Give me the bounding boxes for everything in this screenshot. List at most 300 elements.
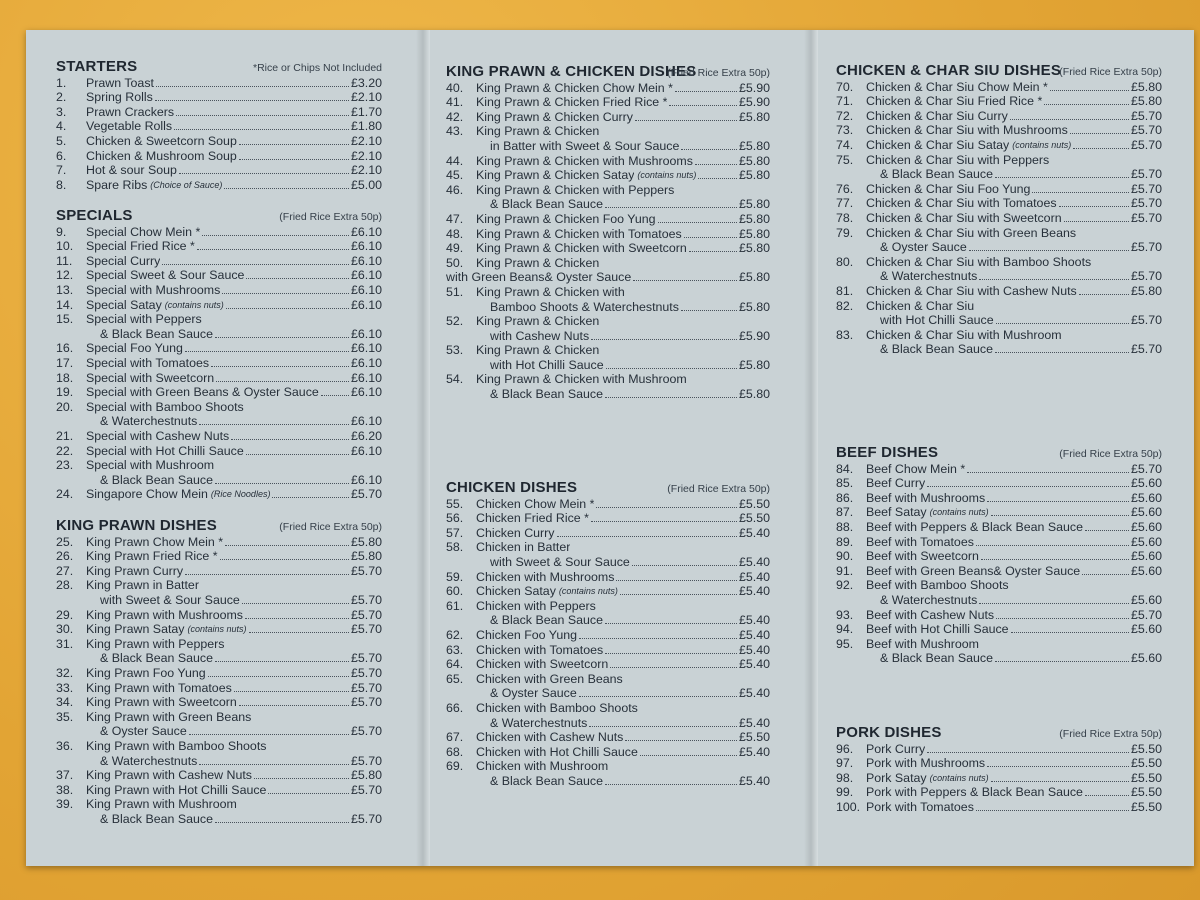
item-name-continued: with Green Beans& Oyster Sauce xyxy=(446,270,632,285)
item-number: 89. xyxy=(836,534,854,549)
item-number: 76. xyxy=(836,181,854,196)
dot-leader xyxy=(632,565,737,566)
item-price: £5.60 xyxy=(1130,490,1162,505)
item-number: 50. xyxy=(446,255,464,270)
menu-item-continuation xyxy=(446,386,770,401)
item-price: £6.10 xyxy=(350,282,382,297)
dot-leader xyxy=(216,381,349,382)
dot-leader xyxy=(1010,119,1129,120)
item-price: £1.70 xyxy=(350,104,382,119)
menu-item xyxy=(446,343,770,358)
item-name: Pork with Tomatoes xyxy=(866,799,974,814)
menu-item-continuation xyxy=(446,554,770,569)
item-price: £5.70 xyxy=(1130,240,1162,255)
item-number: 84. xyxy=(836,461,854,476)
item-name: Prawn Toast xyxy=(86,75,154,90)
item-price: £2.10 xyxy=(350,133,382,148)
dot-leader xyxy=(272,497,349,498)
section-items xyxy=(56,75,382,192)
item-number: 43. xyxy=(446,124,464,139)
item-name: Hot & sour Soup xyxy=(86,163,177,178)
item-price: £5.70 xyxy=(350,753,382,768)
section-note: (Fried Rice Extra 50p) xyxy=(1059,728,1162,740)
item-price: £5.80 xyxy=(738,299,770,314)
menu-item xyxy=(446,153,770,168)
menu-item xyxy=(836,756,1162,771)
dot-leader xyxy=(589,726,737,727)
item-name-continued: & Oyster Sauce xyxy=(100,724,187,739)
section-header xyxy=(836,723,1162,741)
dot-leader xyxy=(633,280,737,281)
section-items xyxy=(56,224,382,501)
dot-leader xyxy=(208,676,349,677)
item-number: 40. xyxy=(446,80,464,95)
item-price: £5.80 xyxy=(738,197,770,212)
item-name: Chicken Foo Yung xyxy=(476,627,578,642)
item-price: £5.70 xyxy=(1130,342,1162,357)
item-number: 10. xyxy=(56,239,74,254)
menu-item xyxy=(836,549,1162,564)
item-price: £5.70 xyxy=(1130,108,1162,123)
item-price: £2.10 xyxy=(350,148,382,163)
item-name: King Prawn & Chicken Foo Yung xyxy=(476,211,656,226)
item-name-continued: & Waterchestnuts xyxy=(100,753,198,768)
dot-leader xyxy=(995,177,1129,178)
item-price: £5.80 xyxy=(350,534,382,549)
item-name: Prawn Crackers xyxy=(86,104,175,119)
item-price: £5.90 xyxy=(738,95,770,110)
item-number: 99. xyxy=(836,785,854,800)
item-number: 11. xyxy=(56,253,73,268)
item-name: King Prawn & Chicken with Mushroom xyxy=(476,372,687,387)
dot-leader xyxy=(239,159,349,160)
item-number: 4. xyxy=(56,119,67,134)
menu-item xyxy=(56,578,382,593)
item-number: 85. xyxy=(836,476,854,491)
item-name: Chicken & Char Siu with Peppers xyxy=(866,152,1050,167)
item-price: £5.00 xyxy=(350,177,382,192)
menu-item xyxy=(836,607,1162,622)
item-name: King Prawn with Peppers xyxy=(86,636,225,651)
menu-item xyxy=(56,104,382,119)
menu-item-continuation xyxy=(56,811,382,826)
dot-leader xyxy=(185,351,349,352)
section-items xyxy=(836,741,1162,814)
item-name: Special with Sweetcorn xyxy=(86,370,215,385)
item-number: 33. xyxy=(56,680,74,695)
menu-item-continuation xyxy=(446,299,770,314)
item-name: Chicken with Tomatoes xyxy=(476,642,604,657)
item-price: £5.70 xyxy=(350,811,382,826)
dot-leader xyxy=(222,293,349,294)
dot-leader xyxy=(995,352,1129,353)
menu-item xyxy=(446,168,770,183)
item-price: £5.40 xyxy=(738,773,770,788)
menu-item-continuation xyxy=(56,592,382,607)
dot-leader xyxy=(996,618,1129,619)
menu-item xyxy=(836,636,1162,651)
item-number: 17. xyxy=(56,355,74,370)
dot-leader xyxy=(991,515,1129,516)
item-name: Pork with Mushrooms xyxy=(866,756,986,771)
item-number: 67. xyxy=(446,730,464,745)
dot-leader xyxy=(246,454,349,455)
dot-leader xyxy=(675,91,737,92)
menu-item xyxy=(56,680,382,695)
menu-item xyxy=(56,370,382,385)
item-number: 70. xyxy=(836,79,854,94)
item-name: Chicken in Batter xyxy=(476,540,571,555)
section-note: (Fried Rice Extra 50p) xyxy=(667,483,770,495)
item-number: 34. xyxy=(56,695,74,710)
dot-leader xyxy=(1070,133,1129,134)
dot-leader xyxy=(220,559,349,560)
item-name: Spring Rolls xyxy=(86,90,153,105)
item-number: 14. xyxy=(56,297,74,312)
item-price: £5.80 xyxy=(738,357,770,372)
item-name: Chicken & Sweetcorn Soup xyxy=(86,133,237,148)
item-name-continued: with Hot Chilli Sauce xyxy=(880,313,994,328)
menu-item-continuation xyxy=(836,313,1162,328)
dot-leader xyxy=(1044,104,1129,105)
menu-item xyxy=(836,505,1162,520)
dot-leader xyxy=(179,173,349,174)
item-price: £5.70 xyxy=(350,680,382,695)
menu-item xyxy=(56,458,382,473)
item-name: Chicken Fried Rice * xyxy=(476,511,589,526)
item-number: 82. xyxy=(836,298,854,313)
menu-item xyxy=(446,284,770,299)
dot-leader xyxy=(640,755,737,756)
dot-leader xyxy=(987,766,1129,767)
item-name: Chicken with Mushroom xyxy=(476,759,609,774)
item-name: Chicken Satay xyxy=(476,584,556,599)
item-price: £5.40 xyxy=(738,554,770,569)
item-number: 49. xyxy=(446,241,464,256)
dot-leader xyxy=(591,521,737,522)
dot-leader xyxy=(579,638,737,639)
menu-item xyxy=(836,799,1162,814)
item-price: £5.40 xyxy=(738,715,770,730)
item-price: £5.40 xyxy=(738,686,770,701)
menu-item xyxy=(56,177,382,192)
item-number: 91. xyxy=(836,563,854,578)
item-name-continued: & Black Bean Sauce xyxy=(490,197,603,212)
item-price: £6.10 xyxy=(350,297,382,312)
menu-item xyxy=(446,124,770,139)
dot-leader xyxy=(987,501,1129,502)
dot-leader xyxy=(996,323,1129,324)
menu-item xyxy=(836,181,1162,196)
item-price: £5.80 xyxy=(738,109,770,124)
item-name: Beef Satay xyxy=(866,505,927,520)
item-name: Vegetable Rolls xyxy=(86,119,173,134)
item-number: 95. xyxy=(836,636,854,651)
item-number: 38. xyxy=(56,782,74,797)
item-price: £5.50 xyxy=(1130,756,1162,771)
section-items xyxy=(446,80,770,401)
menu-item xyxy=(446,95,770,110)
item-price: £5.60 xyxy=(1130,505,1162,520)
menu-item xyxy=(56,738,382,753)
menu-item xyxy=(56,253,382,268)
item-number: 87. xyxy=(836,505,854,520)
item-name-continued: with Sweet & Sour Sauce xyxy=(100,592,240,607)
dot-leader xyxy=(927,486,1129,487)
dot-leader xyxy=(1050,90,1129,91)
item-number: 86. xyxy=(836,490,854,505)
menu-section xyxy=(56,57,382,192)
menu-item xyxy=(446,671,770,686)
dot-leader xyxy=(268,793,349,794)
section-title: BEEF DISHES xyxy=(836,444,939,461)
item-name: Beef with Bamboo Shoots xyxy=(866,578,1009,593)
item-number: 5. xyxy=(56,133,67,148)
item-price: £5.50 xyxy=(1130,799,1162,814)
item-number: 19. xyxy=(56,385,74,400)
dot-leader xyxy=(976,810,1129,811)
item-name: King Prawn with Sweetcorn xyxy=(86,695,237,710)
menu-section xyxy=(446,478,770,788)
item-price: £5.70 xyxy=(350,695,382,710)
item-number: 46. xyxy=(446,182,464,197)
item-price: £2.10 xyxy=(350,90,382,105)
item-price: £5.40 xyxy=(738,613,770,628)
item-price: £5.50 xyxy=(738,730,770,745)
item-name: King Prawn & Chicken xyxy=(476,343,600,358)
item-price: £5.60 xyxy=(1130,549,1162,564)
item-number: 28. xyxy=(56,578,74,593)
item-number: 77. xyxy=(836,196,854,211)
item-number: 90. xyxy=(836,549,854,564)
item-price: £5.80 xyxy=(350,768,382,783)
item-price: £5.60 xyxy=(1130,651,1162,666)
item-number: 41. xyxy=(446,95,464,110)
item-name: Chicken & Char Siu with Mushroom xyxy=(866,327,1062,342)
menu-item xyxy=(836,283,1162,298)
item-number: 69. xyxy=(446,759,464,774)
menu-item xyxy=(446,525,770,540)
dot-leader xyxy=(605,784,737,785)
item-price: £5.40 xyxy=(738,525,770,540)
item-price: £5.70 xyxy=(350,782,382,797)
section-items xyxy=(56,534,382,826)
menu-item xyxy=(836,108,1162,123)
section-items xyxy=(836,461,1162,665)
dot-leader xyxy=(189,734,349,735)
item-number: 81. xyxy=(836,283,854,298)
item-name: Chicken & Char Siu Chow Mein * xyxy=(866,79,1048,94)
item-name: Special Chow Mein * xyxy=(86,224,201,239)
section-note: (Fried Rice Extra 50p) xyxy=(1059,448,1162,460)
dot-leader xyxy=(1064,221,1129,222)
item-name-continued: in Batter with Sweet & Sour Sauce xyxy=(490,138,680,153)
menu-item xyxy=(56,119,382,134)
item-number: 74. xyxy=(836,137,854,152)
dot-leader xyxy=(991,781,1129,782)
item-number: 7. xyxy=(56,163,67,178)
item-name: Special Foo Yung xyxy=(86,341,183,356)
section-title: PORK DISHES xyxy=(836,724,942,741)
item-number: 96. xyxy=(836,741,854,756)
dot-leader xyxy=(689,251,737,252)
item-note: (Choice of Sauce) xyxy=(150,179,223,190)
menu-item-continuation xyxy=(446,686,770,701)
dot-leader xyxy=(635,120,737,121)
item-name-continued: with Sweet & Sour Sauce xyxy=(490,554,630,569)
item-name: Special Sweet & Sour Sauce xyxy=(86,268,245,283)
menu-item xyxy=(56,636,382,651)
dot-leader xyxy=(669,105,737,106)
dot-leader xyxy=(605,653,737,654)
menu-item xyxy=(836,785,1162,800)
menu-item-continuation xyxy=(836,269,1162,284)
item-number: 88. xyxy=(836,519,854,534)
menu-item xyxy=(446,584,770,599)
item-name-continued: with Cashew Nuts xyxy=(490,328,590,343)
dot-leader xyxy=(254,778,349,779)
fold-line xyxy=(416,30,430,866)
item-price: £5.80 xyxy=(738,226,770,241)
menu-item-continuation xyxy=(56,472,382,487)
item-name-continued: with Hot Chilli Sauce xyxy=(490,357,604,372)
menu-item xyxy=(56,797,382,812)
menu-item xyxy=(836,327,1162,342)
item-name: Chicken with Sweetcorn xyxy=(476,657,609,672)
item-number: 37. xyxy=(56,768,74,783)
item-name: Spare Ribs xyxy=(86,177,148,192)
menu-item-continuation xyxy=(836,651,1162,666)
item-name: King Prawn with Bamboo Shoots xyxy=(86,738,267,753)
menu-item xyxy=(836,152,1162,167)
item-name: King Prawn & Chicken with Mushrooms xyxy=(476,153,693,168)
item-note: (Rice Noodles) xyxy=(210,489,271,500)
section-title: KING PRAWN & CHICKEN DISHES xyxy=(446,63,697,80)
menu-item xyxy=(446,627,770,642)
section-header xyxy=(56,57,382,75)
item-number: 61. xyxy=(446,598,464,613)
item-price: £6.10 xyxy=(350,326,382,341)
section-note: (Fried Rice Extra 50p) xyxy=(667,67,770,79)
item-price: £2.10 xyxy=(350,163,382,178)
menu-item xyxy=(56,534,382,549)
menu-item xyxy=(56,709,382,724)
item-number: 92. xyxy=(836,578,854,593)
dot-leader xyxy=(231,439,349,440)
dot-leader xyxy=(225,545,349,546)
dot-leader xyxy=(979,603,1129,604)
menu-item xyxy=(446,211,770,226)
item-number: 97. xyxy=(836,756,854,771)
item-number: 63. xyxy=(446,642,464,657)
menu-item xyxy=(446,598,770,613)
menu-section xyxy=(836,61,1162,356)
menu-item xyxy=(836,563,1162,578)
item-price: £5.80 xyxy=(738,138,770,153)
menu-item xyxy=(446,540,770,555)
dot-leader xyxy=(156,86,349,87)
dot-leader xyxy=(620,594,737,595)
menu-item xyxy=(836,770,1162,785)
dot-leader xyxy=(242,603,349,604)
menu-item xyxy=(446,255,770,270)
item-note: (contains nuts) xyxy=(558,586,618,597)
item-name-continued: & Black Bean Sauce xyxy=(490,387,603,402)
dot-leader xyxy=(234,691,349,692)
item-name: Chicken & Char Siu Satay xyxy=(866,137,1010,152)
item-name: Chicken & Char Siu with Cashew Nuts xyxy=(866,283,1077,298)
item-number: 93. xyxy=(836,607,854,622)
menu-item xyxy=(56,312,382,327)
menu-item xyxy=(446,511,770,526)
item-price: £5.70 xyxy=(350,651,382,666)
menu-section xyxy=(56,206,382,501)
item-name-continued: Bamboo Shoots & Waterchestnuts xyxy=(490,299,679,314)
item-number: 20. xyxy=(56,399,74,414)
item-name: Chicken & Char Siu with Tomatoes xyxy=(866,196,1057,211)
menu-item xyxy=(56,224,382,239)
item-name: Pork Curry xyxy=(866,741,926,756)
menu-item xyxy=(836,137,1162,152)
item-number: 8. xyxy=(56,177,67,192)
dot-leader xyxy=(215,661,349,662)
dot-leader xyxy=(185,574,349,575)
dot-leader xyxy=(202,235,349,236)
item-name: Beef with Cashew Nuts xyxy=(866,607,995,622)
section-title: STARTERS xyxy=(56,58,138,75)
section-note: *Rice or Chips Not Included xyxy=(253,62,382,74)
menu-item xyxy=(56,428,382,443)
section-items xyxy=(836,79,1162,356)
menu-item xyxy=(446,657,770,672)
item-price: £5.70 xyxy=(1130,123,1162,138)
menu-item xyxy=(56,75,382,90)
item-name: King Prawn Foo Yung xyxy=(86,665,206,680)
dot-leader xyxy=(197,249,349,250)
menu-section xyxy=(446,62,770,401)
menu-item xyxy=(56,607,382,622)
item-number: 6. xyxy=(56,148,67,163)
item-price: £1.80 xyxy=(350,119,382,134)
dot-leader xyxy=(199,424,349,425)
item-name: Beef with Tomatoes xyxy=(866,534,974,549)
item-price: £5.70 xyxy=(350,607,382,622)
menu-item-continuation xyxy=(836,342,1162,357)
item-price: £5.60 xyxy=(1130,519,1162,534)
item-number: 52. xyxy=(446,314,464,329)
menu-item xyxy=(836,622,1162,637)
item-number: 25. xyxy=(56,534,74,549)
item-name: Chicken & Char Siu with Mushrooms xyxy=(866,123,1068,138)
item-price: £5.80 xyxy=(738,211,770,226)
section-header xyxy=(446,478,770,496)
dot-leader xyxy=(979,279,1129,280)
item-name: Special with Green Beans & Oyster Sauce xyxy=(86,385,319,400)
menu-item-continuation xyxy=(446,270,770,285)
item-name: Chicken & Char Siu xyxy=(866,298,975,313)
item-name: Singapore Chow Mein xyxy=(86,487,208,502)
item-name: Chicken with Green Beans xyxy=(476,671,623,686)
dot-leader xyxy=(1085,795,1129,796)
item-number: 72. xyxy=(836,108,854,123)
section-title: SPECIALS xyxy=(56,207,133,224)
item-name: King Prawn in Batter xyxy=(86,578,199,593)
menu-item xyxy=(446,241,770,256)
dot-leader xyxy=(695,164,737,165)
item-number: 64. xyxy=(446,657,464,672)
item-name: Chicken with Cashew Nuts xyxy=(476,730,624,745)
dot-leader xyxy=(927,752,1129,753)
